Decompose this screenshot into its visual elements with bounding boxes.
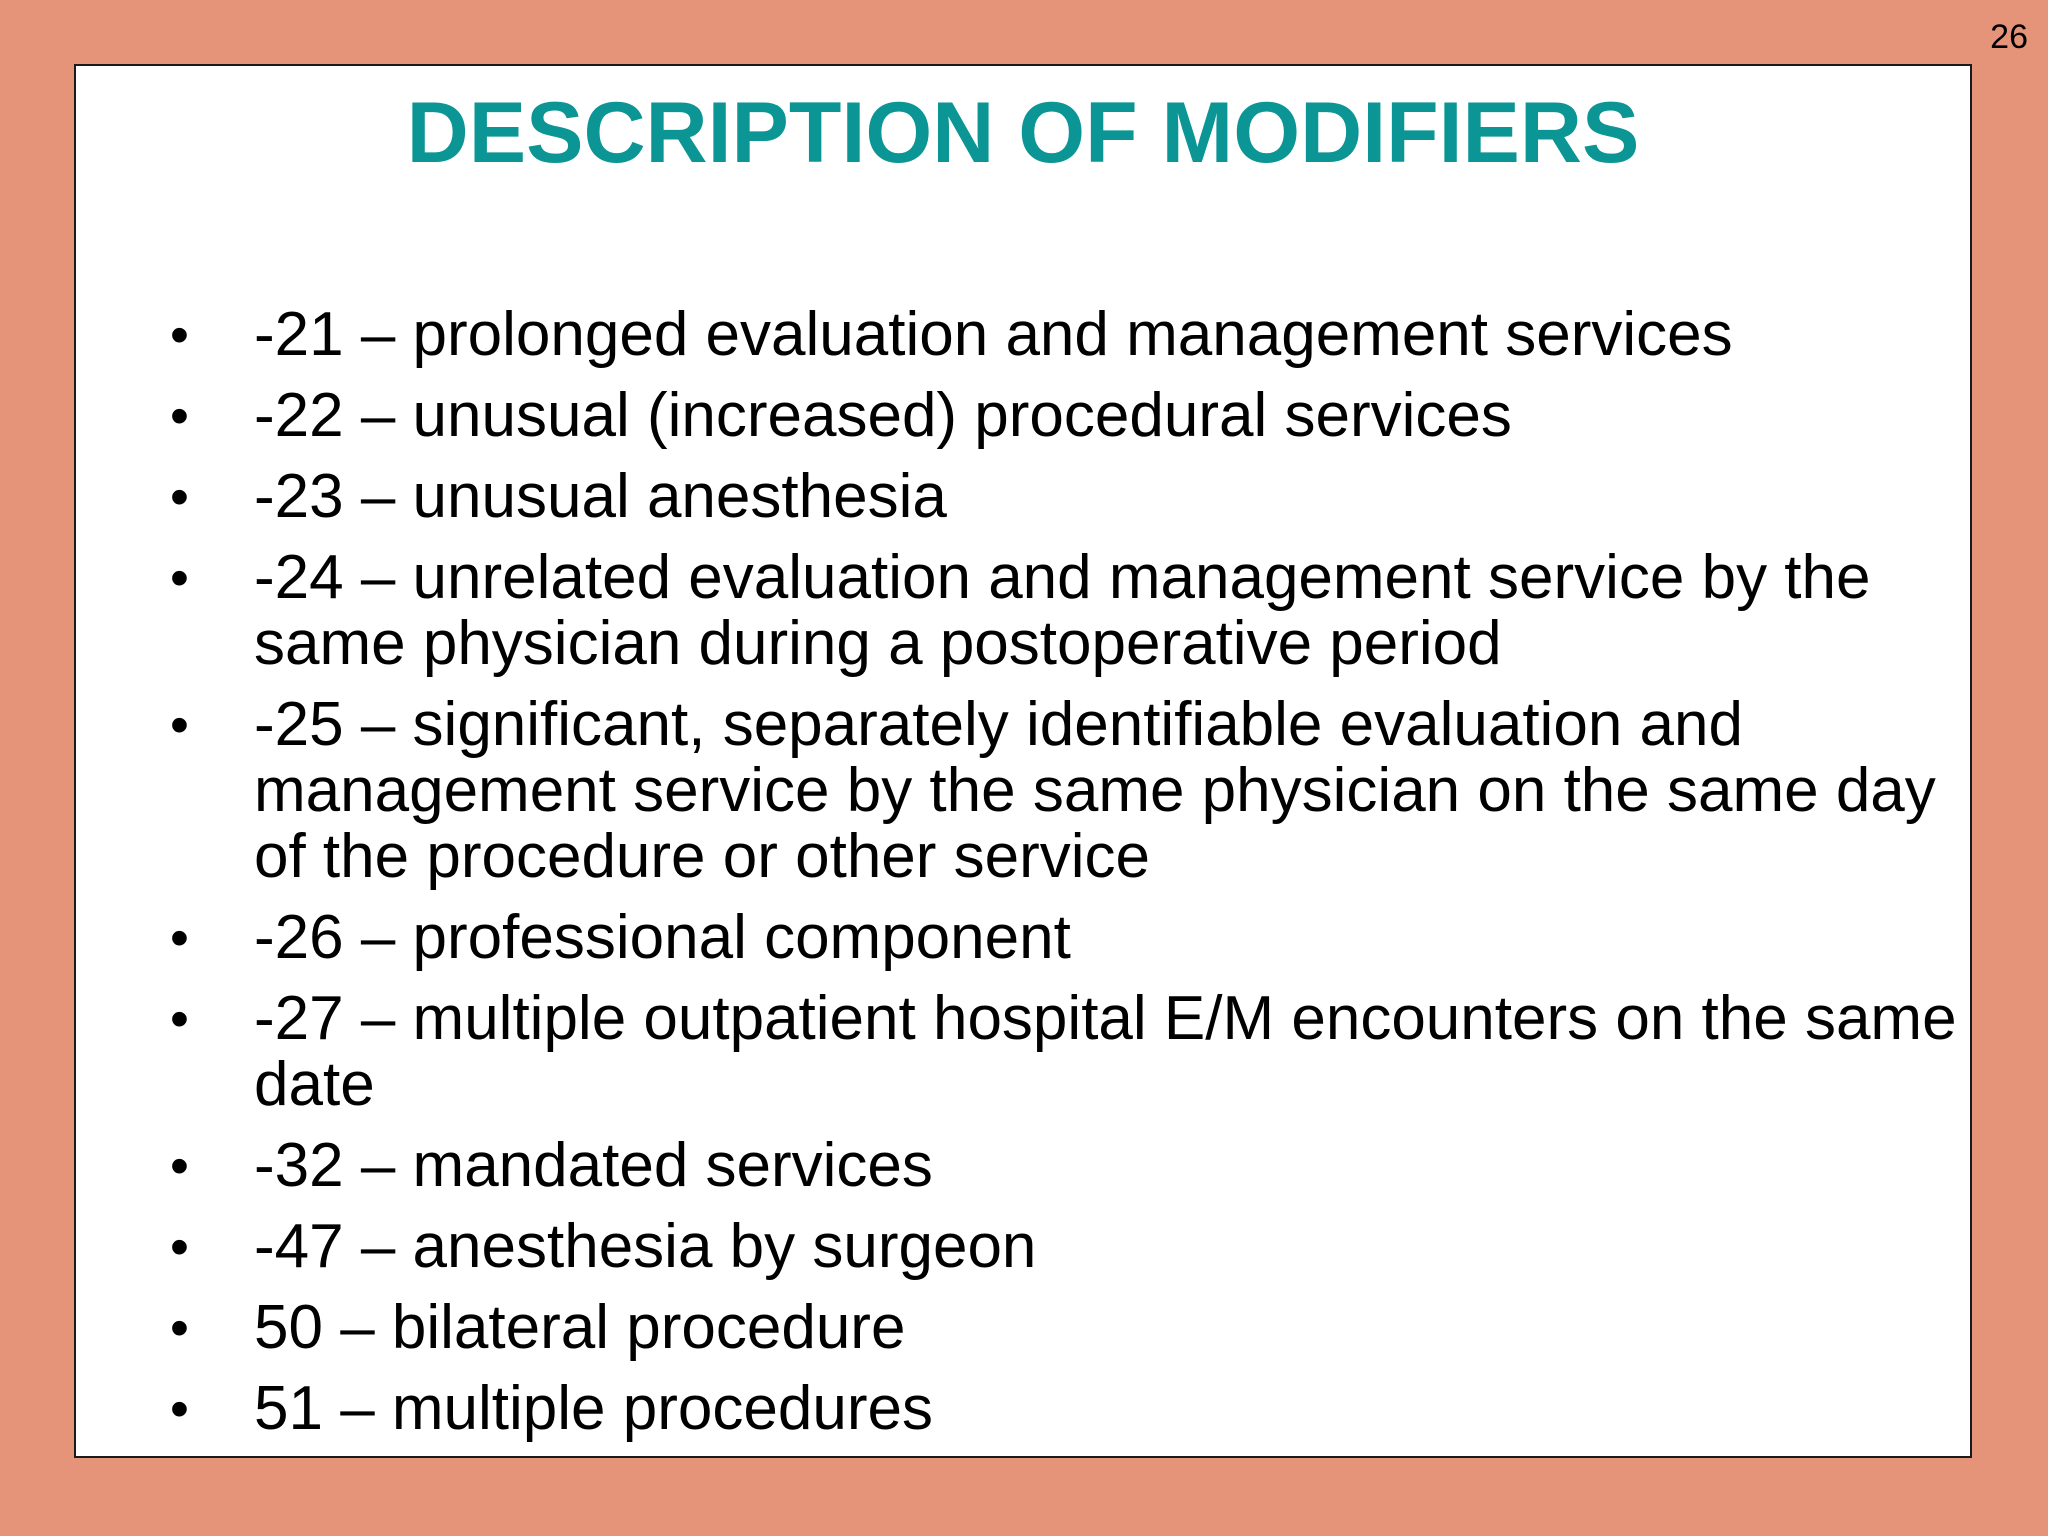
list-item-text: -21 – prolonged evaluation and management services	[254, 300, 1733, 369]
bullet-icon: •	[170, 989, 189, 1049]
bullet-icon: •	[170, 548, 189, 608]
slide-title: DESCRIPTION OF MODIFIERS	[406, 85, 1640, 181]
list-item-text: -32 – mandated services	[254, 1131, 933, 1200]
bullet-icon: •	[170, 1136, 189, 1196]
list-item	[128, 1376, 1958, 1442]
list-item-text: -27 – multiple outpatient hospital E/M encounters on the same date	[254, 984, 1957, 1119]
bullet-icon: •	[170, 1298, 189, 1358]
list-item	[128, 1214, 1958, 1280]
list-item	[128, 905, 1958, 971]
list-item-text: -24 – unrelated evaluation and management service by the same physician during a postoperative period	[254, 543, 1871, 678]
content-panel	[74, 64, 1972, 1458]
list-item-text: 50 – bilateral procedure	[254, 1293, 906, 1362]
bullet-icon: •	[170, 1217, 189, 1277]
list-item-text: -25 – significant, separately identifiable evaluation and management service by the same physician on the same day of the procedure or other service	[254, 690, 1936, 891]
list-item	[128, 1295, 1958, 1361]
list-item-text: -22 – unusual (increased) procedural services	[254, 381, 1512, 450]
list-item	[128, 1133, 1958, 1199]
bullet-icon: •	[170, 386, 189, 446]
bullet-icon: •	[170, 695, 189, 755]
list-item	[128, 302, 1958, 368]
bullet-icon: •	[170, 908, 189, 968]
modifier-list	[128, 302, 1958, 1457]
list-item	[128, 986, 1958, 1118]
list-item	[128, 464, 1958, 530]
list-item-text: 51 – multiple procedures	[254, 1374, 933, 1443]
bullet-icon: •	[170, 467, 189, 527]
bullet-icon: •	[170, 305, 189, 365]
list-item	[128, 383, 1958, 449]
list-item	[128, 692, 1958, 890]
list-item	[128, 545, 1958, 677]
list-item-text: -23 – unusual anesthesia	[254, 462, 947, 531]
list-item-text: -26 – professional component	[254, 903, 1071, 972]
slide-number: 26	[1990, 18, 2028, 56]
list-item-text: -47 – anesthesia by surgeon	[254, 1212, 1037, 1281]
bullet-icon: •	[170, 1379, 189, 1439]
